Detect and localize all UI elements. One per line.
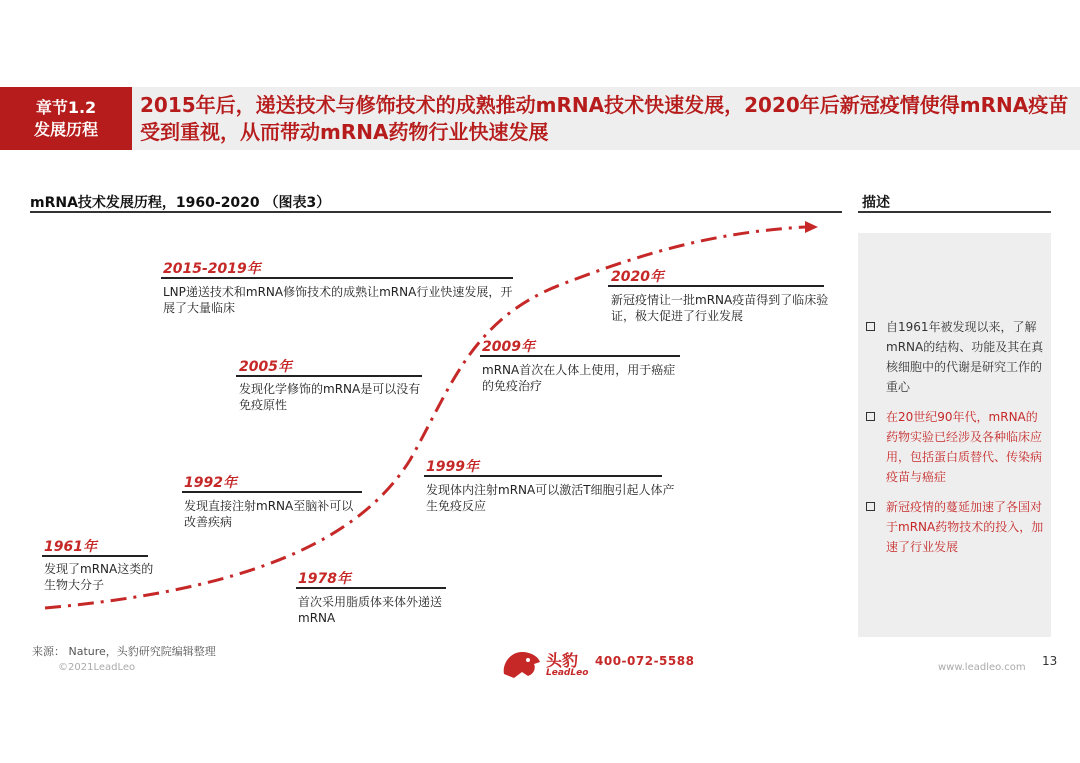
year-2015-2019: 2015-2019年 bbox=[163, 261, 261, 277]
page-number: 13 bbox=[1042, 654, 1058, 668]
source-note: 来源： Nature，头豹研究院编辑整理 bbox=[32, 645, 216, 658]
logo-subtext: LeadLeo bbox=[546, 668, 589, 678]
chapter-name: 发展历程 bbox=[33, 119, 98, 139]
checkbox-bullet-icon bbox=[866, 502, 875, 511]
event-2020: 新冠疫情让一批mRNA疫苗得到了临床验证，极大促进了行业发展 bbox=[611, 293, 829, 323]
year-2020-rule bbox=[608, 285, 824, 287]
checkbox-bullet-icon bbox=[866, 322, 875, 331]
year-2005: 2005年 bbox=[239, 359, 292, 375]
chapter-number: 章节1.2 bbox=[35, 97, 97, 117]
event-1978: 首次采用脂质体来体外递送mRNA bbox=[298, 595, 443, 625]
year-1961: 1961年 bbox=[44, 539, 97, 555]
year-2005-rule bbox=[236, 375, 422, 377]
bullet-item bbox=[866, 407, 1048, 487]
year-1978-rule bbox=[296, 587, 446, 589]
checkbox-bullet-icon bbox=[866, 412, 875, 421]
year-1978: 1978年 bbox=[298, 571, 351, 587]
year-1992: 1992年 bbox=[184, 475, 237, 491]
event-2009: mRNA首次在人体上使用，用于癌症的免疫治疗 bbox=[482, 363, 676, 393]
website-url: www.leadleo.com bbox=[938, 662, 1026, 673]
year-1992-rule bbox=[182, 491, 362, 493]
year-2009-rule bbox=[480, 355, 680, 357]
event-2005: 发现化学修饰的mRNA是可以没有免疫原性 bbox=[239, 382, 421, 412]
bullet-text: 在20世纪90年代，mRNA的药物实验已经涉及各种临床应用，包括蛋白质替代、传染病疫苗与癌症 bbox=[886, 410, 1043, 484]
copyright: ©2021LeadLeo bbox=[58, 662, 136, 673]
page-headline: 2015年后，递送技术与修饰技术的成熟推动mRNA技术快速发展，2020年后新冠疫情使得mRNA疫苗受到重视，从而带动mRNA药物行业快速发展 bbox=[140, 93, 1069, 144]
leopard-logo-icon bbox=[500, 646, 544, 682]
year-1999: 1999年 bbox=[426, 459, 479, 475]
year-1961-rule bbox=[42, 555, 148, 557]
phone-number: 400-072-5588 bbox=[595, 654, 695, 668]
bullet-item bbox=[866, 497, 1048, 557]
year-2009: 2009年 bbox=[482, 339, 535, 355]
curve-arrowhead bbox=[805, 221, 818, 233]
year-2020: 2020年 bbox=[611, 269, 664, 285]
event-2015-2019: LNP递送技术和mRNA修饰技术的成熟让mRNA行业快速发展，开展了大量临床 bbox=[163, 285, 513, 315]
timeline-title: mRNA技术发展历程，1960-2020 （图表3） bbox=[30, 195, 331, 211]
event-1992: 发现直接注射mRNA至脑补可以改善疾病 bbox=[184, 499, 354, 529]
bullet-item bbox=[866, 317, 1048, 397]
bullet-text: 新冠疫情的蔓延加速了各国对于mRNA药物技术的投入，加速了行业发展 bbox=[886, 500, 1044, 554]
year-1999-rule bbox=[424, 475, 662, 477]
event-1999: 发现体内注射mRNA可以激活T细胞引起人体产生免疫反应 bbox=[426, 483, 675, 513]
description-title: 描述 bbox=[862, 195, 890, 211]
bullet-text: 自1961年被发现以来，了解mRNA的结构、功能及其在真核细胞中的代谢是研究工作的重心 bbox=[886, 320, 1044, 394]
year-2015-2019-rule bbox=[161, 277, 513, 279]
event-1961: 发现了mRNA这类的生物大分子 bbox=[44, 562, 154, 592]
logo-text: 头豹 bbox=[546, 651, 579, 670]
